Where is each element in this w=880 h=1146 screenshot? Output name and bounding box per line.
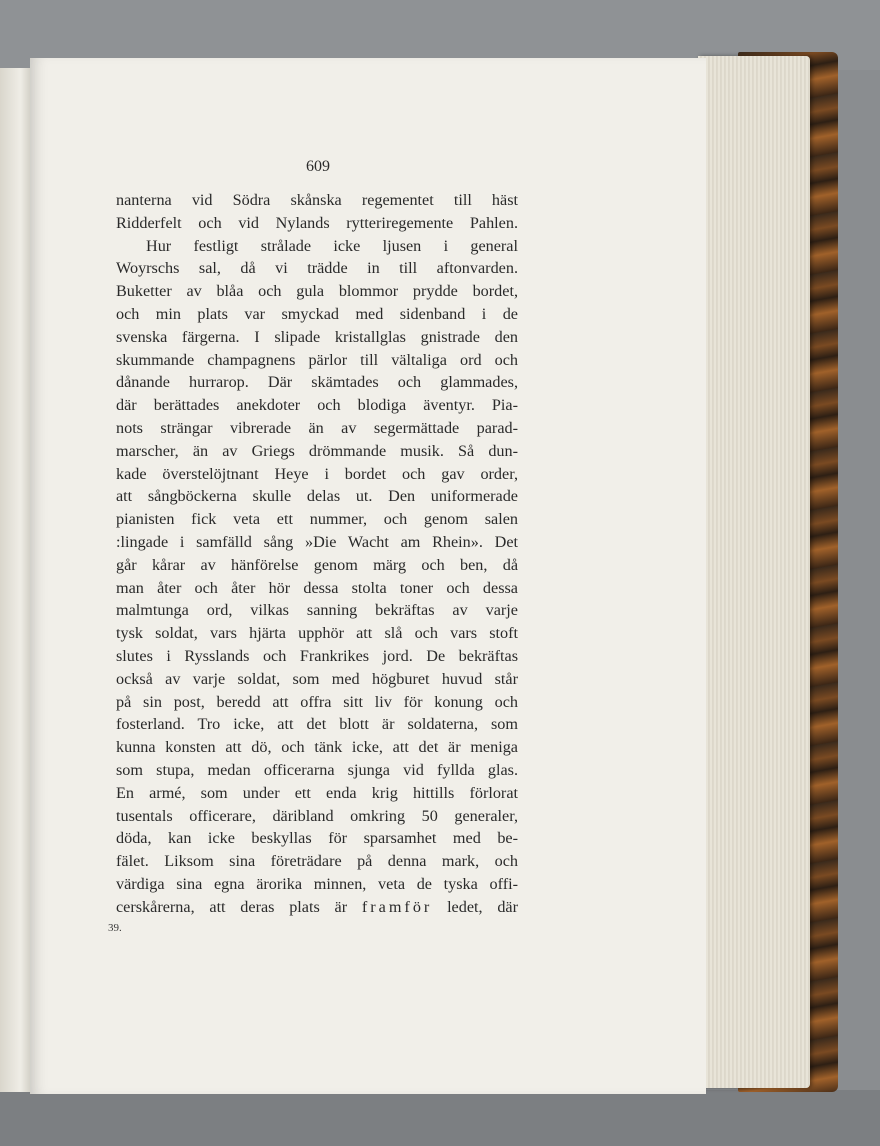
left-page-edge [0,68,34,1092]
text-line: där berättades anekdoter och blodiga äventyr. Pia- [116,396,518,415]
text-line: :lingade i samfälld sång »Die Wacht am Rhein». Det [116,532,518,551]
text-line: nanterna vid Södra skånska regementet till häst [116,191,518,209]
text-line: går kårar av hänförelse genom märg och ben, då [116,555,518,574]
text-line: marscher, än av Griegs drömmande musik. Så dun- [116,441,518,460]
text-line: pianisten fick veta ett nummer, och genom salen [116,510,518,529]
last-line-start: cerskårerna, att deras plats är [116,897,362,916]
text-line: malmtunga ord, vilkas sanning bekräftas av varje [116,601,518,620]
text-line: tusentals officerare, däribland omkring 50 generaler, [116,806,518,825]
text-line: fälet. Liksom sina företrädare på denna mark, och [116,852,518,871]
text-line: att sångböckerna skulle delas ut. Den uniformerade [116,487,518,506]
text-line: slutes i Rysslands och Frankrikes jord. De bekräftas [116,646,518,665]
text-line: kade överstelöjtnant Heye i bordet och gav order, [116,464,518,483]
text-line: döda, kan icke beskyllas för sparsamhet med be- [116,829,518,848]
text-line: svenska färgerna. I slipade kristallglas gnistrade den [116,327,518,346]
text-line: på sin post, beredd att offra sitt liv för konung och [116,692,518,711]
signature-mark: 39. [108,922,122,934]
page-number: 609 [306,158,330,175]
text-line: En armé, som under ett enda krig hittills förlorat [116,783,518,802]
text-line: och min plats var smyckad med sidenband i de [116,304,518,323]
text-line: också av varje soldat, som med högburet huvud står [116,669,518,688]
text-line: man åter och åter hör dessa stolta toner och dessa [116,578,518,597]
text-line: fosterland. Tro icke, att det blott är soldaterna, som [116,715,518,734]
backdrop-table [0,1090,880,1146]
text-line: som stupa, medan officerarna sjunga vid fyllda glas. [116,760,518,779]
text-line: nots strängar vibrerade än av segermättade parad- [116,418,518,437]
text-line: kunna konsten att dö, och tänk icke, att det är meniga [116,738,518,757]
text-line-last [116,896,518,919]
text-line: Hur festligt strålade icke ljusen i general [146,236,518,255]
page-edges [698,56,810,1088]
text-line: Buketter av blåa och gula blommor prydde bordet, [116,282,518,301]
text-line: tysk soldat, vars hjärta upphör att slå och vars stoft [116,624,518,643]
spaced-word: framför [361,897,433,916]
text-line: skummande champagnens pärlor till vältaliga ord och [116,350,518,369]
text-line: värdiga sina egna ärorika minnen, veta de tyska offi- [116,874,518,893]
body-text [116,189,518,919]
text-line: dånande hurrarop. Där skämtades och glammades, [116,373,518,392]
last-line-end: ledet, där [432,897,518,916]
text-line: Woyrschs sal, då vi trädde in till aftonvarden. [116,259,518,278]
text-line: Ridderfelt och vid Nylands rytteriregemente Pahlen. [116,213,518,232]
